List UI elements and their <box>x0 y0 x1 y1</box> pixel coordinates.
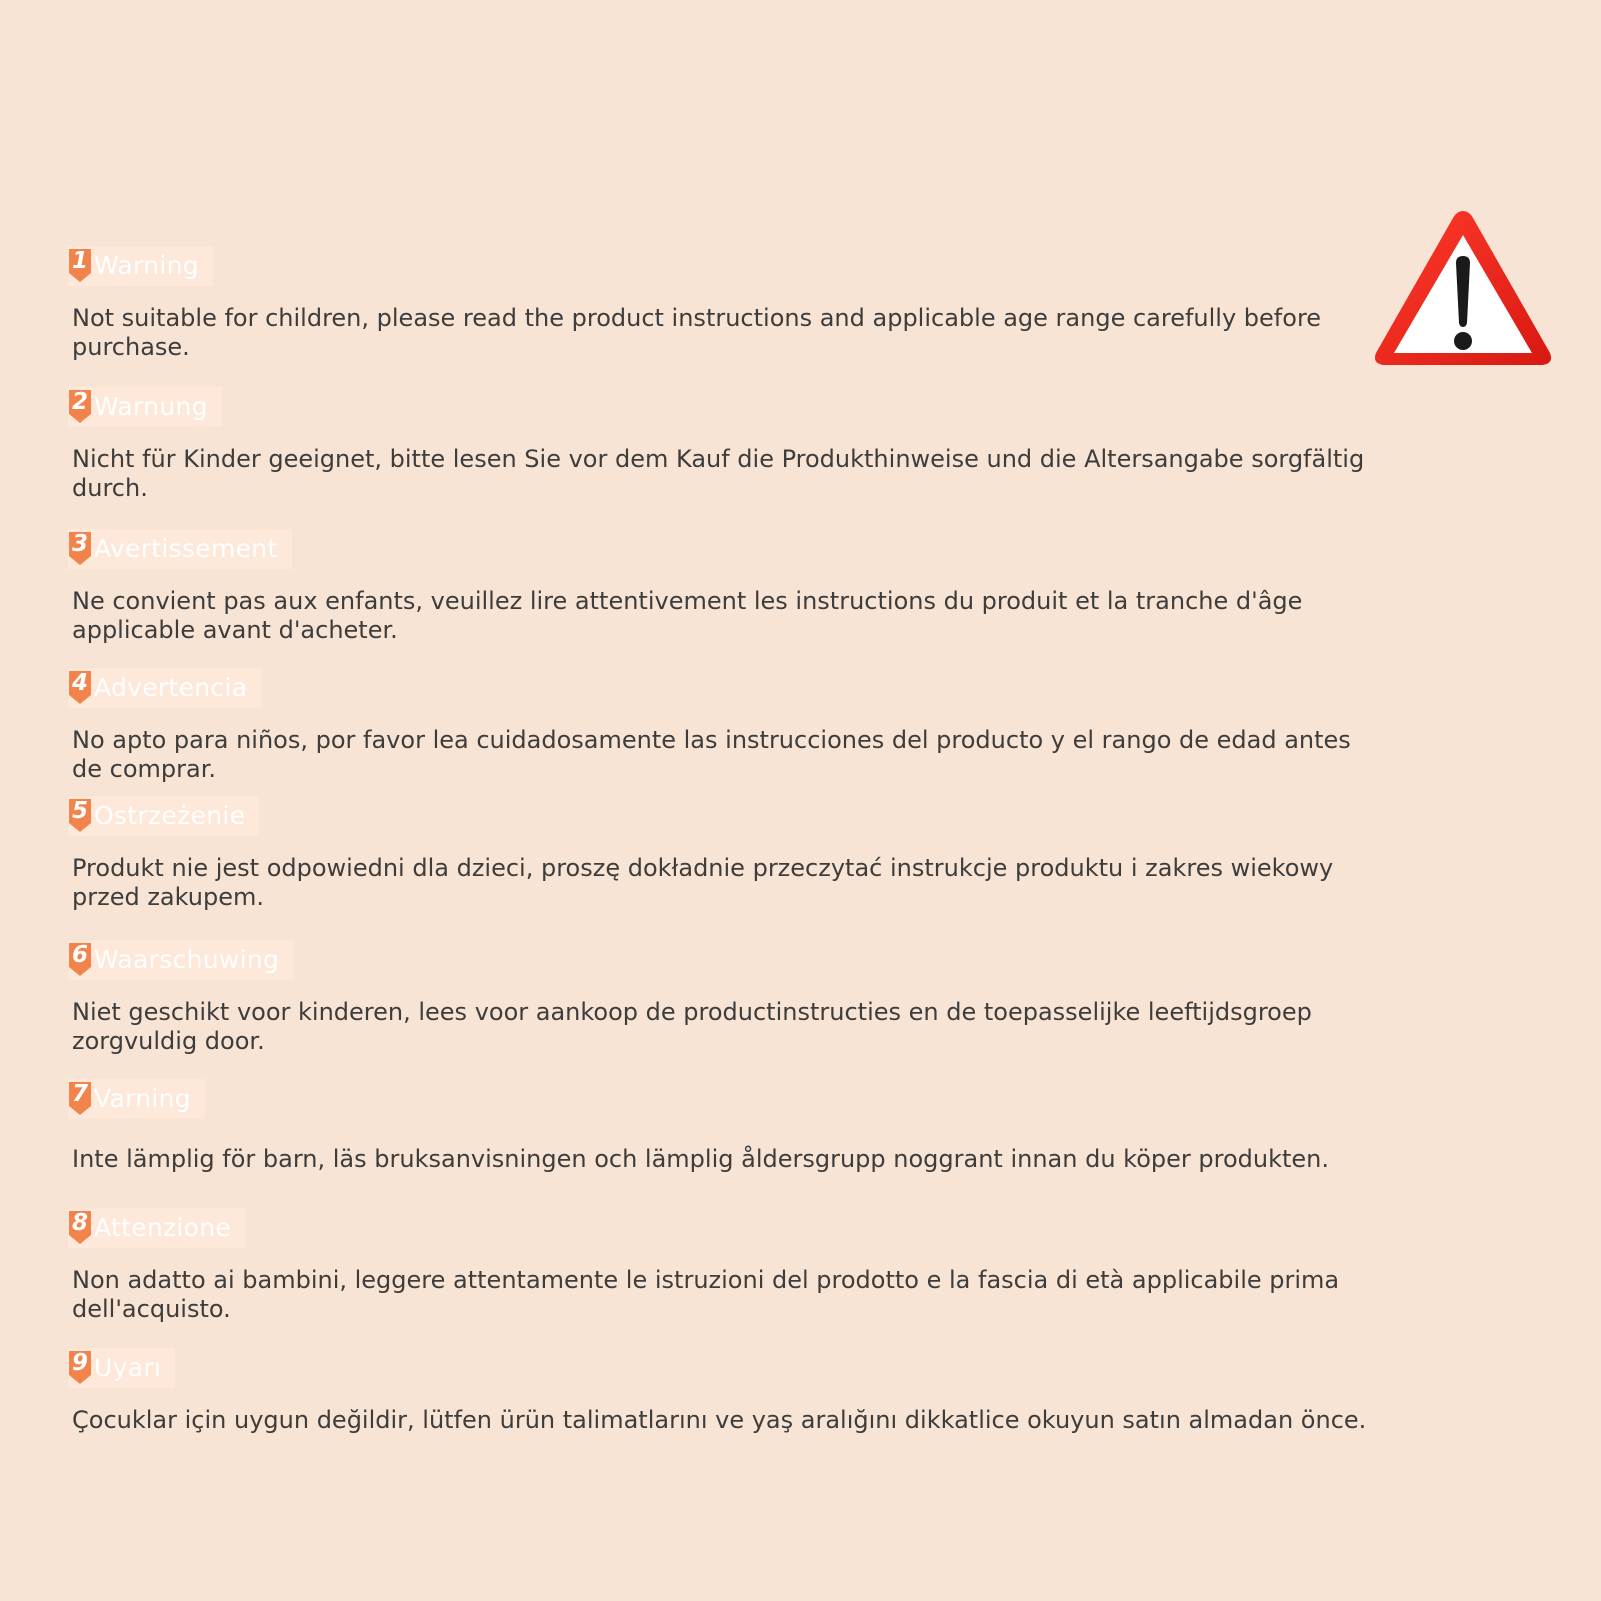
number-marker-icon <box>68 529 92 569</box>
entry-text: Nicht für Kinder geeignet, bitte lesen Sie vor dem Kauf die Produkthinweise und die Altersangabe sorgfältig durch. <box>72 445 1365 502</box>
warning-entry <box>68 1348 1388 1435</box>
entry-heading-badge <box>68 1348 175 1388</box>
warning-entry <box>68 246 1388 362</box>
warning-entry <box>68 1208 1388 1324</box>
warning-entry <box>68 940 1388 1056</box>
number-marker-icon <box>68 1208 92 1248</box>
entry-text: Non adatto ai bambini, leggere attentamente le istruzioni del prodotto e la fascia di età applicabile prima dell'acquisto. <box>72 1266 1340 1323</box>
entry-heading-badge <box>68 246 213 286</box>
warning-entry <box>68 387 1388 503</box>
entry-heading: Warning <box>94 251 199 280</box>
entry-number: 4 <box>71 670 88 696</box>
entry-text: Produkt nie jest odpowiedni dla dzieci, proszę dokładnie przeczytać instrukcje produktu i zakres wiekowy przed zakupem. <box>72 854 1334 911</box>
entry-number: 3 <box>71 531 88 557</box>
number-marker-icon <box>68 940 92 980</box>
entry-heading-badge <box>68 387 222 427</box>
entry-heading-badge <box>68 940 293 980</box>
warning-entry <box>68 529 1388 645</box>
entry-number: 8 <box>71 1210 88 1236</box>
entry-heading-badge <box>68 1208 245 1248</box>
entry-number: 2 <box>71 389 88 415</box>
number-marker-icon <box>68 1079 92 1119</box>
entry-text: Inte lämplig för barn, läs bruksanvisningen och lämplig åldersgrupp noggrant innan du köper produkten. <box>72 1145 1330 1173</box>
entry-heading: Ostrzeżenie <box>94 801 246 830</box>
warning-entry <box>68 1079 1388 1174</box>
number-marker-icon <box>68 1348 92 1388</box>
entry-heading: Uyarı <box>94 1353 162 1382</box>
entry-heading-badge <box>68 796 259 836</box>
entry-heading-badge <box>68 668 261 708</box>
entry-heading-badge <box>68 529 292 569</box>
entry-heading: Warnung <box>94 392 208 421</box>
entry-heading: Advertencia <box>94 673 248 702</box>
entry-heading: Attenzione <box>94 1213 232 1242</box>
entry-text: No apto para niños, por favor lea cuidadosamente las instrucciones del producto y el rango de edad antes de comprar. <box>72 726 1351 783</box>
entry-number: 1 <box>71 248 88 274</box>
number-marker-icon <box>68 246 92 286</box>
entry-text: Çocuklar için uygun değildir, lütfen ürün talimatlarını ve yaş aralığını dikkatlice okuyun satın almadan önce. <box>72 1406 1367 1434</box>
entry-heading: Varning <box>94 1084 191 1113</box>
number-marker-icon <box>68 796 92 836</box>
exclamation-triangle-icon <box>1370 205 1556 371</box>
warning-entry <box>68 668 1388 784</box>
entry-number: 6 <box>71 942 88 968</box>
entry-text: Not suitable for children, please read the product instructions and applicable age range carefully before purchase. <box>72 304 1322 361</box>
entry-heading: Avertissement <box>94 534 278 563</box>
number-marker-icon <box>68 668 92 708</box>
entry-number: 5 <box>71 798 88 824</box>
entry-number: 9 <box>71 1350 88 1376</box>
entry-text: Niet geschikt voor kinderen, lees voor aankoop de productinstructies en de toepasselijke leeftijdsgroep zorgvuldig door. <box>72 998 1312 1055</box>
entry-heading-badge <box>68 1079 205 1119</box>
entry-text: Ne convient pas aux enfants, veuillez lire attentivement les instructions du produit et la tranche d'âge applicable avant d'acheter. <box>72 587 1303 644</box>
entry-heading: Waarschuwing <box>94 945 280 974</box>
number-marker-icon <box>68 387 92 427</box>
warning-entry <box>68 796 1388 912</box>
entry-number: 7 <box>71 1081 88 1107</box>
